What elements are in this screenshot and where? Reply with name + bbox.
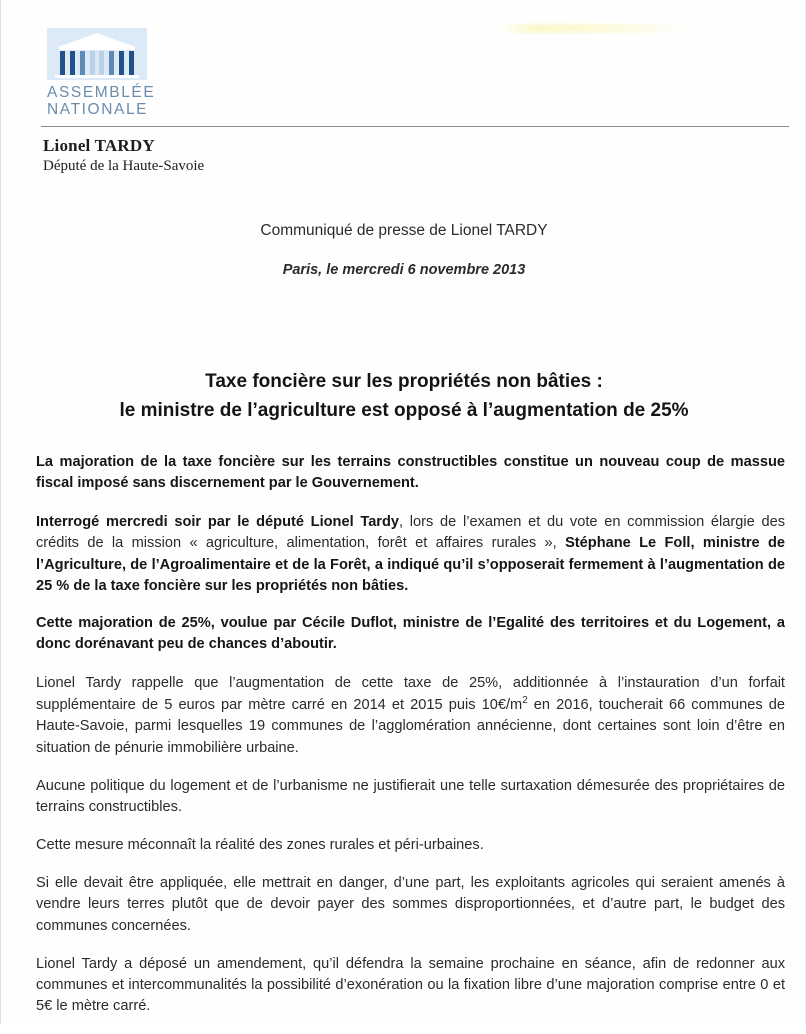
page-title-line-2: le ministre de l’agriculture est opposé à l’augmentation de 25% [119, 399, 689, 421]
paragraph-rural-areas: Cette mesure méconnaît la réalité des zones rurales et péri-urbaines. [36, 837, 484, 854]
letterhead [47, 28, 167, 118]
paragraph-lead: La majoration de la taxe foncière sur les terrains constructibles constitue un nouveau coup de massue fiscal imposé sans discernement par le Gouvernement. [36, 454, 785, 492]
paragraph-housing-policy: Aucune politique du logement et de l’urbanisme ne justifierait une telle surtaxation démesurée des propriétaires de terrains constructibles. [36, 777, 785, 815]
pediment-shape [61, 33, 133, 46]
scan-artifact-streak [499, 24, 689, 33]
header-divider [41, 126, 789, 127]
paragraph-minister-bold-close: Stéphane Le Foll, ministre de l’Agriculture, de l’Agroalimentaire et de la Forêt, a indiqué qu’il s’opposerait fermement à l’augmentation de 25 % de la taxe foncière sur les propriétés non bâties. [36, 535, 786, 594]
assemblee-nationale-building-icon [47, 28, 147, 80]
wordmark-line-2: NATIONALE [47, 100, 149, 118]
institution-wordmark [47, 85, 167, 118]
deputy-name: Lionel TARDY [43, 136, 155, 155]
paragraph-farmers-risk: Si elle devait être appliquée, elle mettrait en danger, d’une part, les exploitants agricoles qui seraient amenés à vendre leurs terres plutôt que de devoir payer des sommes disproportionnées, et d’autre part, le budget des communes concernées. [36, 875, 785, 934]
paragraph-amendment: Lionel Tardy a déposé un amendement, qu’il défendra la semaine prochaine en séance, afin de redonner aux communes et intercommunalités la possibilité d’exonération ou la fixation libre d’une majoration comprise entre 0 et 5€ le mètre carré. [36, 955, 785, 1014]
square-metre-exponent: 2 [522, 695, 528, 707]
deputy-role: Député de la Haute-Savoie [43, 158, 205, 174]
paragraph-minister-statement [36, 512, 785, 597]
page-title-line-1: Taxe foncière sur les propriétés non bâties : [205, 370, 603, 392]
paragraph-tardy-recall-part-a: Lionel Tardy rappelle que l’augmentation de cette taxe de 25%, additionnée à l’instauration d’un forfait supplémentaire de 5 euros par mètre carré en 2014 et 2015 puis 10€/m [36, 675, 785, 714]
paragraph-tardy-recall-part-b: en 2016, toucherait 66 communes de Haute-Savoie, parmi lesquelles 19 communes de l’agglomération annécienne, dont certaines sont loin d’être en situation de pénurie immobilière urbaine. [36, 697, 785, 756]
document-kind: Communiqué de presse de Lionel TARDY [260, 222, 548, 239]
stylobate-shape [55, 75, 139, 78]
paragraph-minister-regular: , lors de l’examen et du vote en commission élargie des crédits de la mission « agriculture, alimentation, forêt et affaires rurales », [36, 514, 785, 552]
paragraph-tardy-recall [36, 673, 785, 758]
colonnade-shape [60, 51, 134, 76]
document-meta [1, 222, 806, 278]
architrave-shape [59, 46, 135, 50]
press-release-body [36, 452, 785, 1034]
page-title [1, 368, 806, 426]
paragraph-duflot: Cette majoration de 25%, voulue par Cécile Duflot, ministre de l’Egalité des territoires et du Logement, a donc dorénavant peu de chances d’aboutir. [36, 614, 785, 653]
paragraph-minister-bold-open: Interrogé mercredi soir par le député Lionel Tardy [36, 514, 400, 531]
dateline: Paris, le mercredi 6 novembre 2013 [282, 262, 526, 278]
deputy-identity [43, 136, 204, 175]
wordmark-line-1: ASSEMBLÉE [47, 84, 156, 101]
